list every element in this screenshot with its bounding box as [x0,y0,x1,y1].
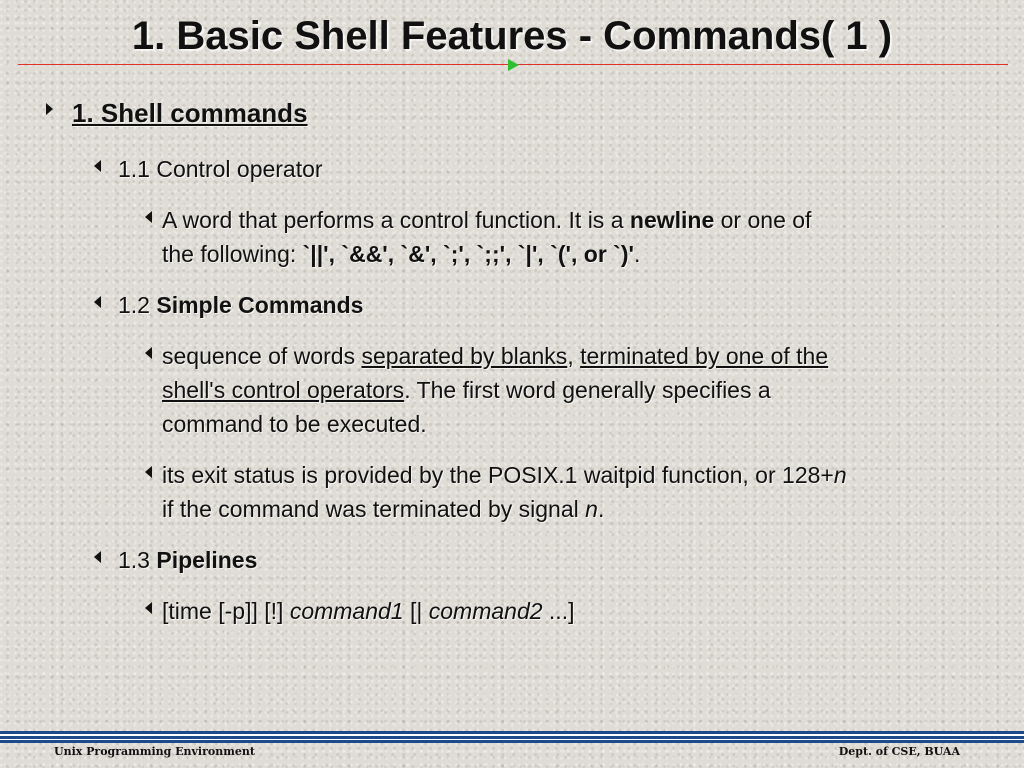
bullet-right-icon [46,103,53,115]
bullet-left-icon [145,347,152,359]
footer-bar [0,731,1024,743]
bullet-left-icon [94,296,101,308]
simple-commands-definition: sequence of words separated by blanks, terminated by one of the shell's control operators. The first word generally specifies a command to be executed. [162,343,829,437]
control-operator-description: A word that performs a control function. It is a newline or one of the following: `||', `&&', `&', `;', `;;', `|', `(', or `)'. [162,207,812,267]
slide-title: 1. Basic Shell Features - Commands( 1 ) [131,14,893,58]
bullet-left-icon [145,602,152,614]
bullet-left-icon [94,551,101,563]
pipeline-syntax: [time [-p]] [!] command1 [| command2 ...] [162,598,575,624]
control-operators-list: `||', `&&', `&', `;', `;;', `|', `(', or `)' [302,241,634,267]
bullet-left-icon [94,160,101,172]
bullet-left-icon [145,211,152,223]
heading-control-operator: 1.1 Control operator [118,156,323,182]
bullet-left-icon [145,466,152,478]
heading-pipelines: 1.3 Pipelines [118,547,258,573]
exit-status-description: its exit status is provided by the POSIX.1 waitpid function, or 128+n if the command was terminated by signal n. [162,462,847,522]
heading-simple-commands: 1.2 Simple Commands [118,292,364,318]
footer-right: Dept. of CSE, BUAA [838,745,960,758]
green-arrow-icon [508,59,519,71]
heading-shell-commands: 1. Shell commands [72,98,308,128]
footer-left: Unix Programming Environment [54,745,255,758]
